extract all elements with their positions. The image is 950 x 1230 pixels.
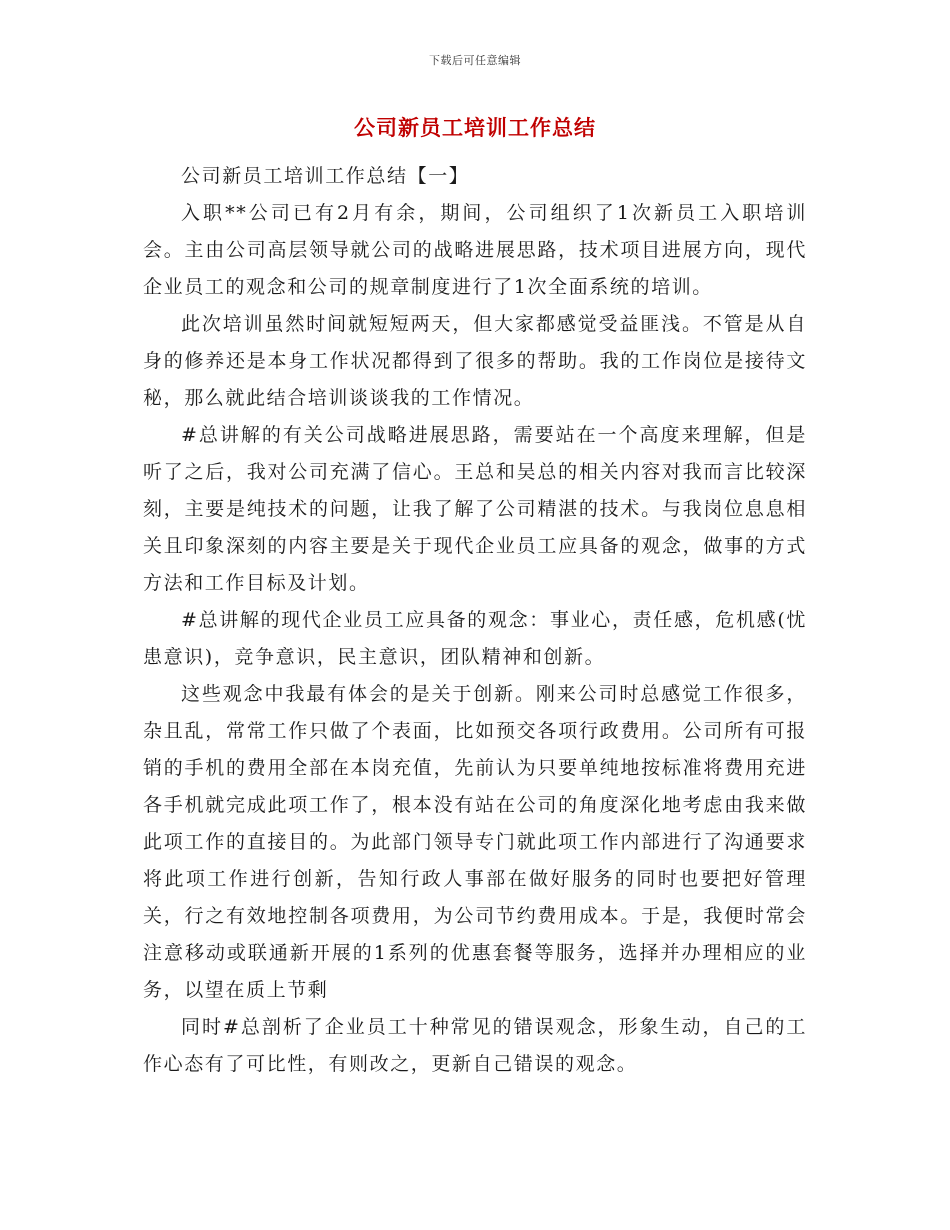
paragraph-1: 入职**公司已有2月有余，期间，公司组织了1次新员工入职培训会。主由公司高层领导就公司的战略进展思路，技术项目进展方向，现代企业员工的观念和公司的规章制度进行了1次全面系统的培训。 xyxy=(143,202,807,298)
paragraph-6: 同时#总剖析了企业员工十种常见的错误观念，形象生动，自己的工作心态有了可比性，有则改之，更新自己错误的观念。 xyxy=(143,1016,807,1075)
section-heading: 公司新员工培训工作总结【一】 xyxy=(181,165,470,187)
header-note: 下载后可任意编辑 xyxy=(429,54,521,67)
document-title: 公司新员工培训工作总结 xyxy=(354,115,596,140)
paragraph-5: 这些观念中我最有体会的是关于创新。刚来公司时总感觉工作很多，杂且乱，常常工作只做了个表面，比如预交各项行政费用。公司所有可报销的手机的费用全部在本岗充值，先前认为只要单纯地按标准将费用充进各手机就完成此项工作了，根本没有站在公司的角度深化地考虑由我来做此项工作的直接目的。为此部门领导专门就此项工作内部进行了沟通要求将此项工作进行创新，告知行政人事部在做好服务的同时也要把好管理关，行之有效地控制各项费用，为公司节约费用成本。于是，我便时常会注意移动或联通新开展的1系列的优惠套餐等服务，选择并办理相应的业务，以望在质上节剩 xyxy=(143,683,807,1001)
paragraph-4: #总讲解的现代企业员工应具备的观念：事业心，责任感，危机感(忧患意识)，竞争意识，民主意识，团队精神和创新。 xyxy=(143,609,807,668)
paragraph-3: #总讲解的有关公司战略进展思路，需要站在一个高度来理解，但是听了之后，我对公司充满了信心。王总和吴总的相关内容对我而言比较深刻，主要是纯技术的问题，让我了解了公司精湛的技术。与我岗位息息相关且印象深刻的内容主要是关于现代企业员工应具备的观念，做事的方式方法和工作目标及计划。 xyxy=(143,424,807,594)
document-body xyxy=(143,158,807,1083)
paragraph-2: 此次培训虽然时间就短短两天，但大家都感觉受益匪浅。不管是从自身的修养还是本身工作状况都得到了很多的帮助。我的工作岗位是接待文秘，那么就此结合培训谈谈我的工作情况。 xyxy=(143,313,807,409)
